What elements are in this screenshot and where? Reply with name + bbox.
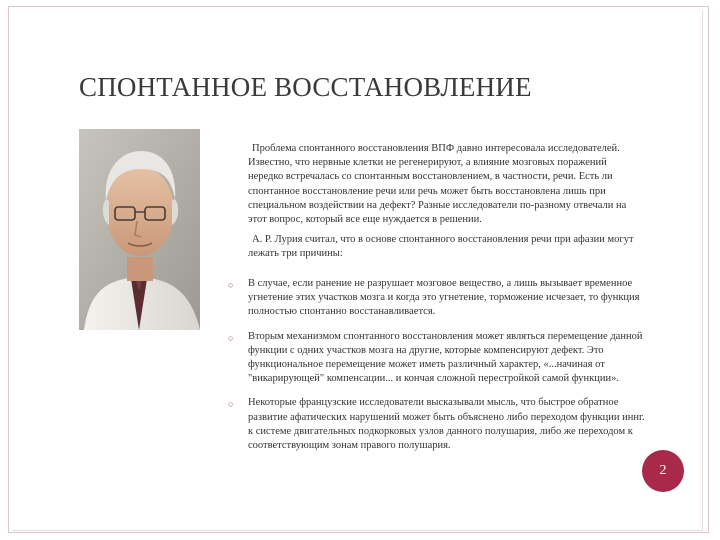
portrait-illustration [79, 129, 200, 330]
list-item [228, 396, 648, 453]
bullet-icon: ○ [228, 280, 234, 290]
bullet-icon: ○ [228, 399, 234, 410]
page-number: 2 [659, 463, 667, 478]
slide-title: СПОНТАННОЕ ВОССТАНОВЛЕНИЕ [79, 72, 532, 102]
intro-text [248, 142, 643, 262]
bullet-text: Вторым механизмом спонтанного восстановления может являться перемещение данной функции с одних участков мозга на другие, которые компенсируют дефект. Это функциональное перемещение может иметь различный характер, «...начиная от "викарирующей" компенсации... и кончая сложной перестройкой самой функции». [248, 330, 643, 385]
list-item [228, 330, 648, 387]
bullet-list [228, 277, 648, 463]
bullet-text: В случае, если ранение не разрушает мозговое вещество, а лишь вызывает временное угнетение этих участков мозга и когда это угнетение, торможение исчезает, то функция полностью спонтанно восстанавливается. [248, 278, 640, 318]
list-item [228, 277, 648, 320]
portrait-photo [79, 129, 200, 330]
page-number-badge [642, 450, 684, 492]
intro-paragraph: А. Р. Лурия считал, что в основе спонтанного восстановления речи при афазии могут лежать три причины: [248, 234, 634, 260]
bullet-icon: ○ [228, 332, 234, 343]
intro-paragraph: Проблема спонтанного восстановления ВПФ давно интересовала исследователей. Известно, что нервные клетки не регенерируют, а влияние мозговых поражений нередко встречалась со спонтанным восстановлением, в частности, речи. Есть ли спонтанное восстановление речи или речь может быть восстановлена лишь при специальном воздействии на дефект? Разные исследователи по-разному отвечали на этот вопрос, который все еще нуждается в решении. [248, 143, 627, 226]
bullet-text: Некоторые французские исследователи высказывали мысль, что быстрое обратное развитие афатических нарушений может быть объяснено либо переходом функции иннг. к системе двигательных подкорковых узлов данного полушария, либо же переходом к соответствующим зонам правого полушария. [248, 397, 645, 452]
